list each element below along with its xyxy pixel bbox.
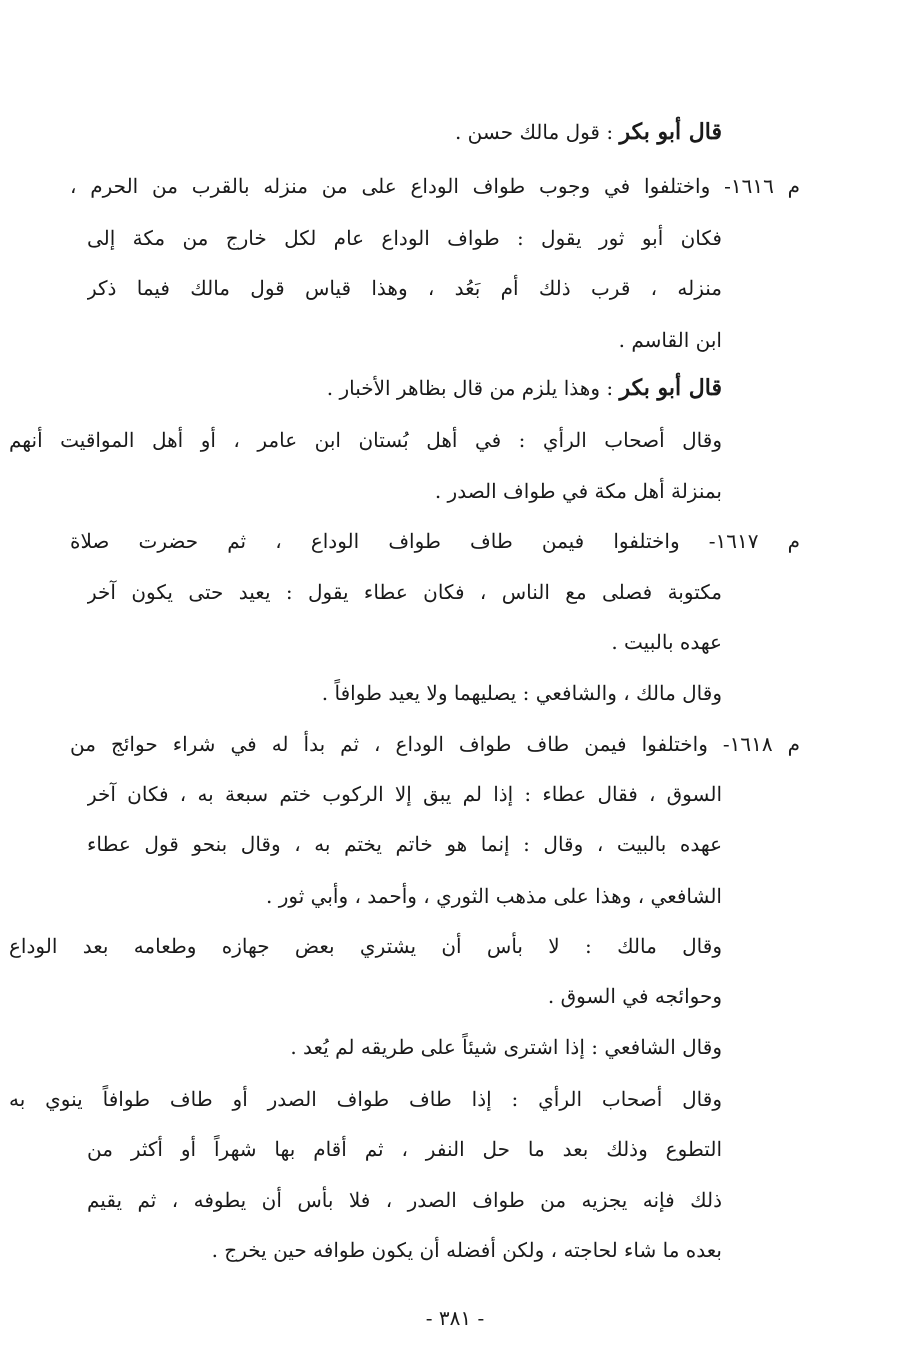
line-text: وقال مالك : لا بأس أن يشتري بعض جهازه وطعامه بعد الوداع bbox=[9, 934, 722, 958]
line-text: م ١٦١٧- واختلفوا فيمن طاف طواف الوداع ، ثم حضرت صلاة bbox=[70, 529, 800, 553]
text-line bbox=[87, 1186, 722, 1214]
issue-heading-line bbox=[70, 527, 800, 555]
line-text: م ١٦١٨- واختلفوا فيمن طاف طواف الوداع ، ثم بدأ له في شراء حوائج من bbox=[70, 732, 800, 756]
text-line bbox=[87, 780, 722, 808]
line-text: منزله ، قرب ذلك أم بَعُد ، وهذا قياس قول مالك فيما ذكر bbox=[87, 276, 722, 300]
text-line bbox=[87, 830, 722, 858]
issue-heading-line bbox=[70, 172, 800, 200]
text-line bbox=[87, 274, 722, 302]
line-text: م ١٦١٦- واختلفوا في وجوب طواف الوداع على من منزله بالقرب من الحرم ، bbox=[70, 174, 800, 198]
line-text: التطوع وذلك بعد ما حل النفر ، ثم أقام بها شهراً أو أكثر من bbox=[87, 1137, 722, 1161]
line-text: وحوائجه في السوق . bbox=[547, 984, 722, 1008]
line-text: ابن القاسم . bbox=[618, 328, 722, 352]
line-text: ذلك فإنه يجزيه من طواف الصدر ، فلا بأس أن يطوفه ، ثم يقيم bbox=[87, 1188, 722, 1212]
speaker-lead: قال أبو بكر bbox=[619, 375, 722, 401]
text-line bbox=[548, 982, 722, 1010]
line-text: وقال أصحاب الرأي : في أهل بُستان ابن عامر ، أو أهل المواقيت أنهم bbox=[9, 428, 722, 452]
issue-heading-line bbox=[70, 730, 800, 758]
line-text: السوق ، فقال عطاء : إذا لم يبق إلا الركوب ختم سبعة به ، فكان آخر bbox=[87, 782, 722, 806]
line-text: : قول مالك حسن . bbox=[454, 120, 620, 144]
line-text: وقال الشافعي : إذا اشترى شيئاً على طريقه لم يُعد . bbox=[290, 1035, 722, 1059]
text-line bbox=[455, 118, 722, 146]
line-text: : وهذا يلزم من قال بظاهر الأخبار . bbox=[326, 376, 620, 400]
line-text: الشافعي ، وهذا على مذهب الثوري ، وأحمد ، وأبي ثور . bbox=[266, 884, 722, 908]
text-line bbox=[9, 426, 722, 454]
text-line bbox=[212, 1236, 722, 1264]
text-line bbox=[9, 1085, 722, 1113]
text-line bbox=[290, 1033, 722, 1061]
text-line bbox=[327, 374, 722, 402]
text-line bbox=[322, 679, 722, 707]
text-line bbox=[611, 628, 722, 656]
text-line bbox=[266, 882, 722, 910]
text-line bbox=[9, 932, 722, 960]
line-text: وقال أصحاب الرأي : إذا طاف طواف الصدر أو طاف طوافاً ينوي به bbox=[9, 1087, 722, 1111]
line-text: مكتوبة فصلى مع الناس ، فكان عطاء يقول : يعيد حتى يكون آخر bbox=[87, 580, 722, 604]
line-text: بمنزلة أهل مكة في طواف الصدر . bbox=[434, 479, 722, 503]
line-text: بعده ما شاء لحاجته ، ولكن أفضله أن يكون طوافه حين يخرج . bbox=[211, 1238, 722, 1262]
text-line bbox=[619, 326, 722, 354]
text-line bbox=[87, 224, 722, 252]
text-line bbox=[435, 477, 722, 505]
page-number: - ٣٨١ - bbox=[425, 1306, 485, 1330]
line-text: عهده بالبيت ، وقال : إنما هو خاتم يختم به ، وقال بنحو قول عطاء bbox=[87, 832, 722, 856]
line-text: وقال مالك ، والشافعي : يصليهما ولا يعيد طوافاً . bbox=[321, 681, 722, 705]
text-line bbox=[87, 1135, 722, 1163]
text-line bbox=[87, 578, 722, 606]
line-text: عهده بالبيت . bbox=[611, 630, 722, 654]
speaker-lead: قال أبو بكر bbox=[619, 119, 722, 145]
line-text: فكان أبو ثور يقول : طواف الوداع عام لكل خارج من مكة إلى bbox=[87, 226, 722, 250]
